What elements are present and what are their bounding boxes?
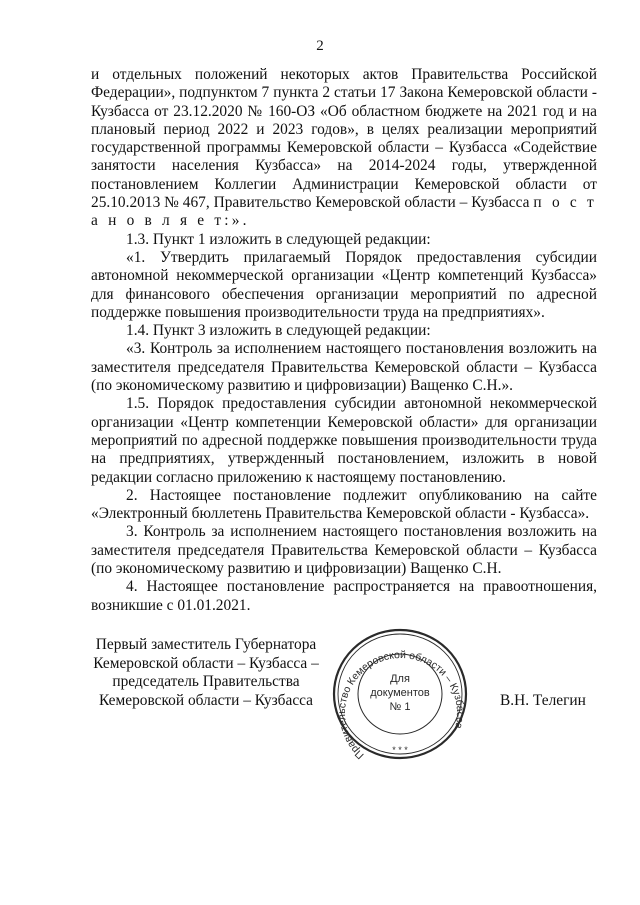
document-body [91,66,597,615]
page-number: 2 [316,38,324,54]
paragraph-3: 3. Контроль за исполнением настоящего постановления возложить на заместителя председателя Правительства Кемеровской области – Кузбасса (по экономическому развитию и цифровизации) Ващенко С.Н. [91,523,597,578]
seal-center-line: Для [390,673,410,685]
paragraph-1-3: 1.3. Пункт 1 изложить в следующей редакции: [126,230,431,248]
intro-text: и отдельных положений некоторых актов Правительства Российской Федерации», подпунктом 7 пункта 2 статьи 17 Закона Кемеровской области - Кузбасса от 23.12.2020 № 160-ОЗ «Об областном бюджете на 2021 год и на плановый период 2022 и 2023 годов», в целях реализации мероприятий государственной программы Кемеровской области – Кузбасса «Содействие занятости населения Кузбасса» на 2014-2024 годы, утвержденной постановлением Коллегии Администрации Кемеровской области от 25.10.2013 № 467, Правительство Кемеровской области – Кузбасса [91,66,597,212]
seal-icon [330,626,470,762]
intro-paragraph [91,66,597,231]
signatory-title-line: председатель Правительства [112,673,300,691]
paragraph-quoted-3: «3. Контроль за исполнением настоящего постановления возложить на заместителя председателя Правительства Кемеровской области – Кузбасса (по экономическому развитию и цифровизации) Ващенко С.Н.». [91,340,597,395]
paragraph-quoted-1: «1. Утвердить прилагаемый Порядок предоставления субсидии автономной некоммерческой организации «Центр компетенций Кузбасса» для финансового обеспечения организации мероприятий по адресной поддержке повышения производительности труда на предприятиях». [91,248,597,321]
paragraph-1-4: 1.4. Пункт 3 изложить в следующей редакции: [126,322,431,340]
seal-stars: * * * [392,745,408,755]
signatory-title [86,636,326,710]
seal-ring-text-path: Правительство Кемеровской области – Кузбасса [336,650,466,761]
paragraph-1-5: 1.5. Порядок предоставления субсидии автономной некоммерческой организации «Центр компетенции Кемеровской области» для организации мероприятий по адресной поддержке повышения производительности труда на предприятиях, утвержденный постановлением, изложить в новой редакции согласно приложению к настоящему постановлению. [91,395,597,486]
signatory-title-line: Первый заместитель Губернатора [95,636,317,653]
decree-word: п о с т а н о в л я е т:». [91,194,597,230]
signatory-title-line: Кемеровской области – Кузбасса [98,691,314,709]
paragraph-4: 4. Настоящее постановление распространяется на правоотношения, возникшие с 01.01.2021. [91,578,597,614]
signatory-name: В.Н. Телегин [500,692,586,709]
seal-center-line: документов [370,687,430,699]
official-seal [330,626,470,762]
seal-center-line: № 1 [389,701,411,713]
signatory-title-line: Кемеровской области – Кузбасса – [93,654,319,672]
paragraph-2: 2. Настоящее постановление подлежит опубликованию на сайте «Электронный бюллетень Правительства Кемеровской области - Кузбасса». [91,486,597,523]
